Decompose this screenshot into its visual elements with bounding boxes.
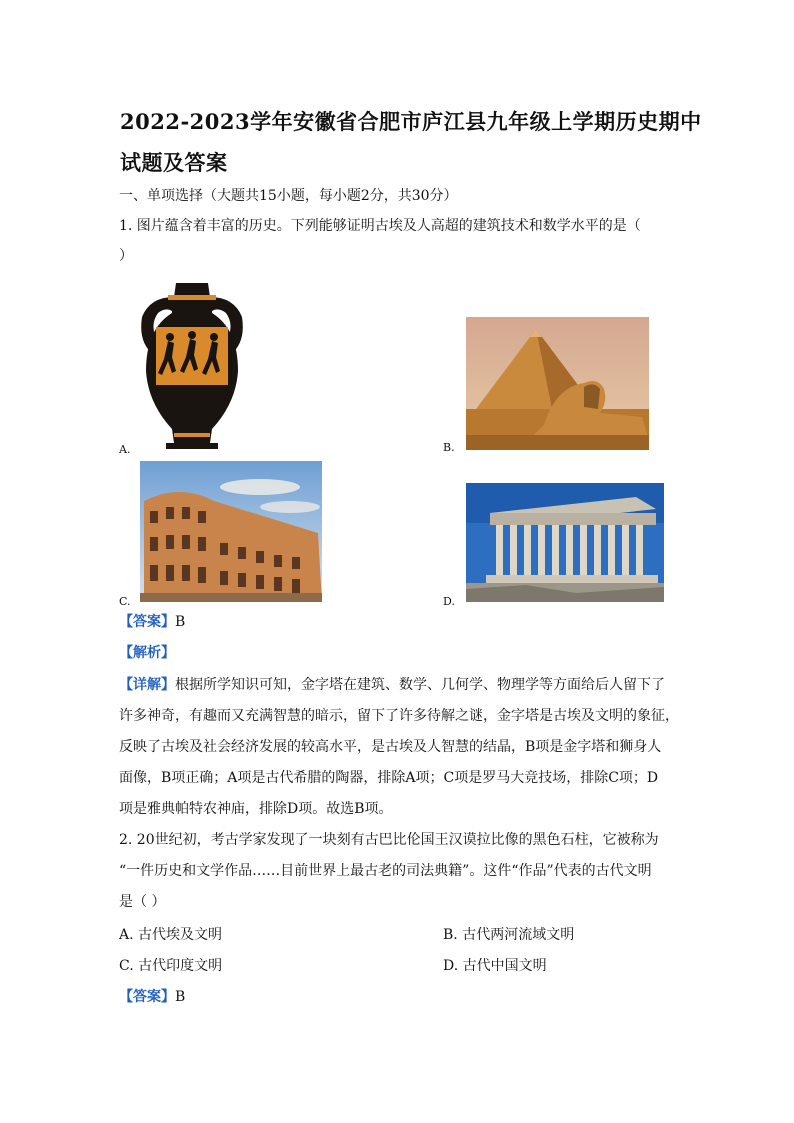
option-b-label: B.: [443, 441, 455, 454]
q1-answer: [119, 612, 185, 632]
parthenon-image: [466, 483, 664, 602]
q1-stem-line2: ）: [119, 248, 133, 264]
pyramid-sphinx-image: [466, 317, 649, 450]
q2-option-b: B. 古代两河流域文明: [443, 927, 575, 943]
answer-tag: 【答案】: [119, 614, 175, 630]
option-d-label: D.: [443, 595, 455, 608]
colosseum-image: [140, 461, 322, 602]
q2-answer: [119, 987, 185, 1007]
detail-line-5: 项是雅典帕特农神庙，排除D项。故选B项。: [119, 801, 393, 817]
doc-title-line1: 2022-2023学年安徽省合肥市庐江县九年级上学期历史期中: [120, 109, 702, 134]
q2-option-a: A. 古代埃及文明: [119, 927, 223, 943]
detail-line-2: 许多神奇，有趣而又充满智慧的暗示，留下了许多待解之谜，金字塔是古埃及文明的象征，: [119, 708, 679, 724]
q1-stem-line1: 1. 图片蕴含着丰富的历史。下列能够证明古埃及人高超的建筑技术和数学水平的是（: [119, 218, 641, 234]
section-header: 一、单项选择（大题共15小题，每小题2分，共30分）: [119, 188, 458, 204]
greek-amphora-image: [138, 283, 246, 449]
detail-line-3: 反映了古埃及社会经济发展的较高水平，是古埃及人智慧的结晶，B项是金字塔和狮身人: [119, 739, 662, 755]
doc-title-line2: 试题及答案: [120, 150, 228, 175]
q2-stem-line3: 是（ ）: [119, 894, 166, 910]
q2-stem-line2: “一件历史和文学作品……目前世界上最古老的司法典籍”。这件“作品”代表的古代文明: [119, 863, 652, 879]
q2-stem-line1: 2. 20世纪初，考古学家发现了一块刻有古巴比伦国王汉谟拉比像的黑色石柱，它被称为: [119, 832, 659, 848]
detail-text-1: 根据所学知识可知，金字塔在建筑、数学、几何学、物理学等方面给后人留下了: [175, 677, 665, 693]
option-c-label: C.: [119, 595, 131, 608]
option-a-label: A.: [119, 443, 131, 456]
answer-value: B: [175, 614, 186, 630]
q2-option-c: C. 古代印度文明: [119, 958, 223, 974]
detail-tag: 【详解】: [119, 677, 175, 693]
answer-value: B: [175, 989, 186, 1005]
answer-tag: 【答案】: [119, 989, 175, 1005]
q1-analysis: [119, 643, 175, 663]
q2-option-d: D. 古代中国文明: [443, 958, 547, 974]
detail-line-1: [119, 675, 665, 695]
analysis-tag: 【解析】: [119, 645, 175, 661]
detail-line-4: 面像，B项正确；A项是古代希腊的陶器，排除A项；C项是罗马大竞技场，排除C项；D: [119, 770, 659, 786]
